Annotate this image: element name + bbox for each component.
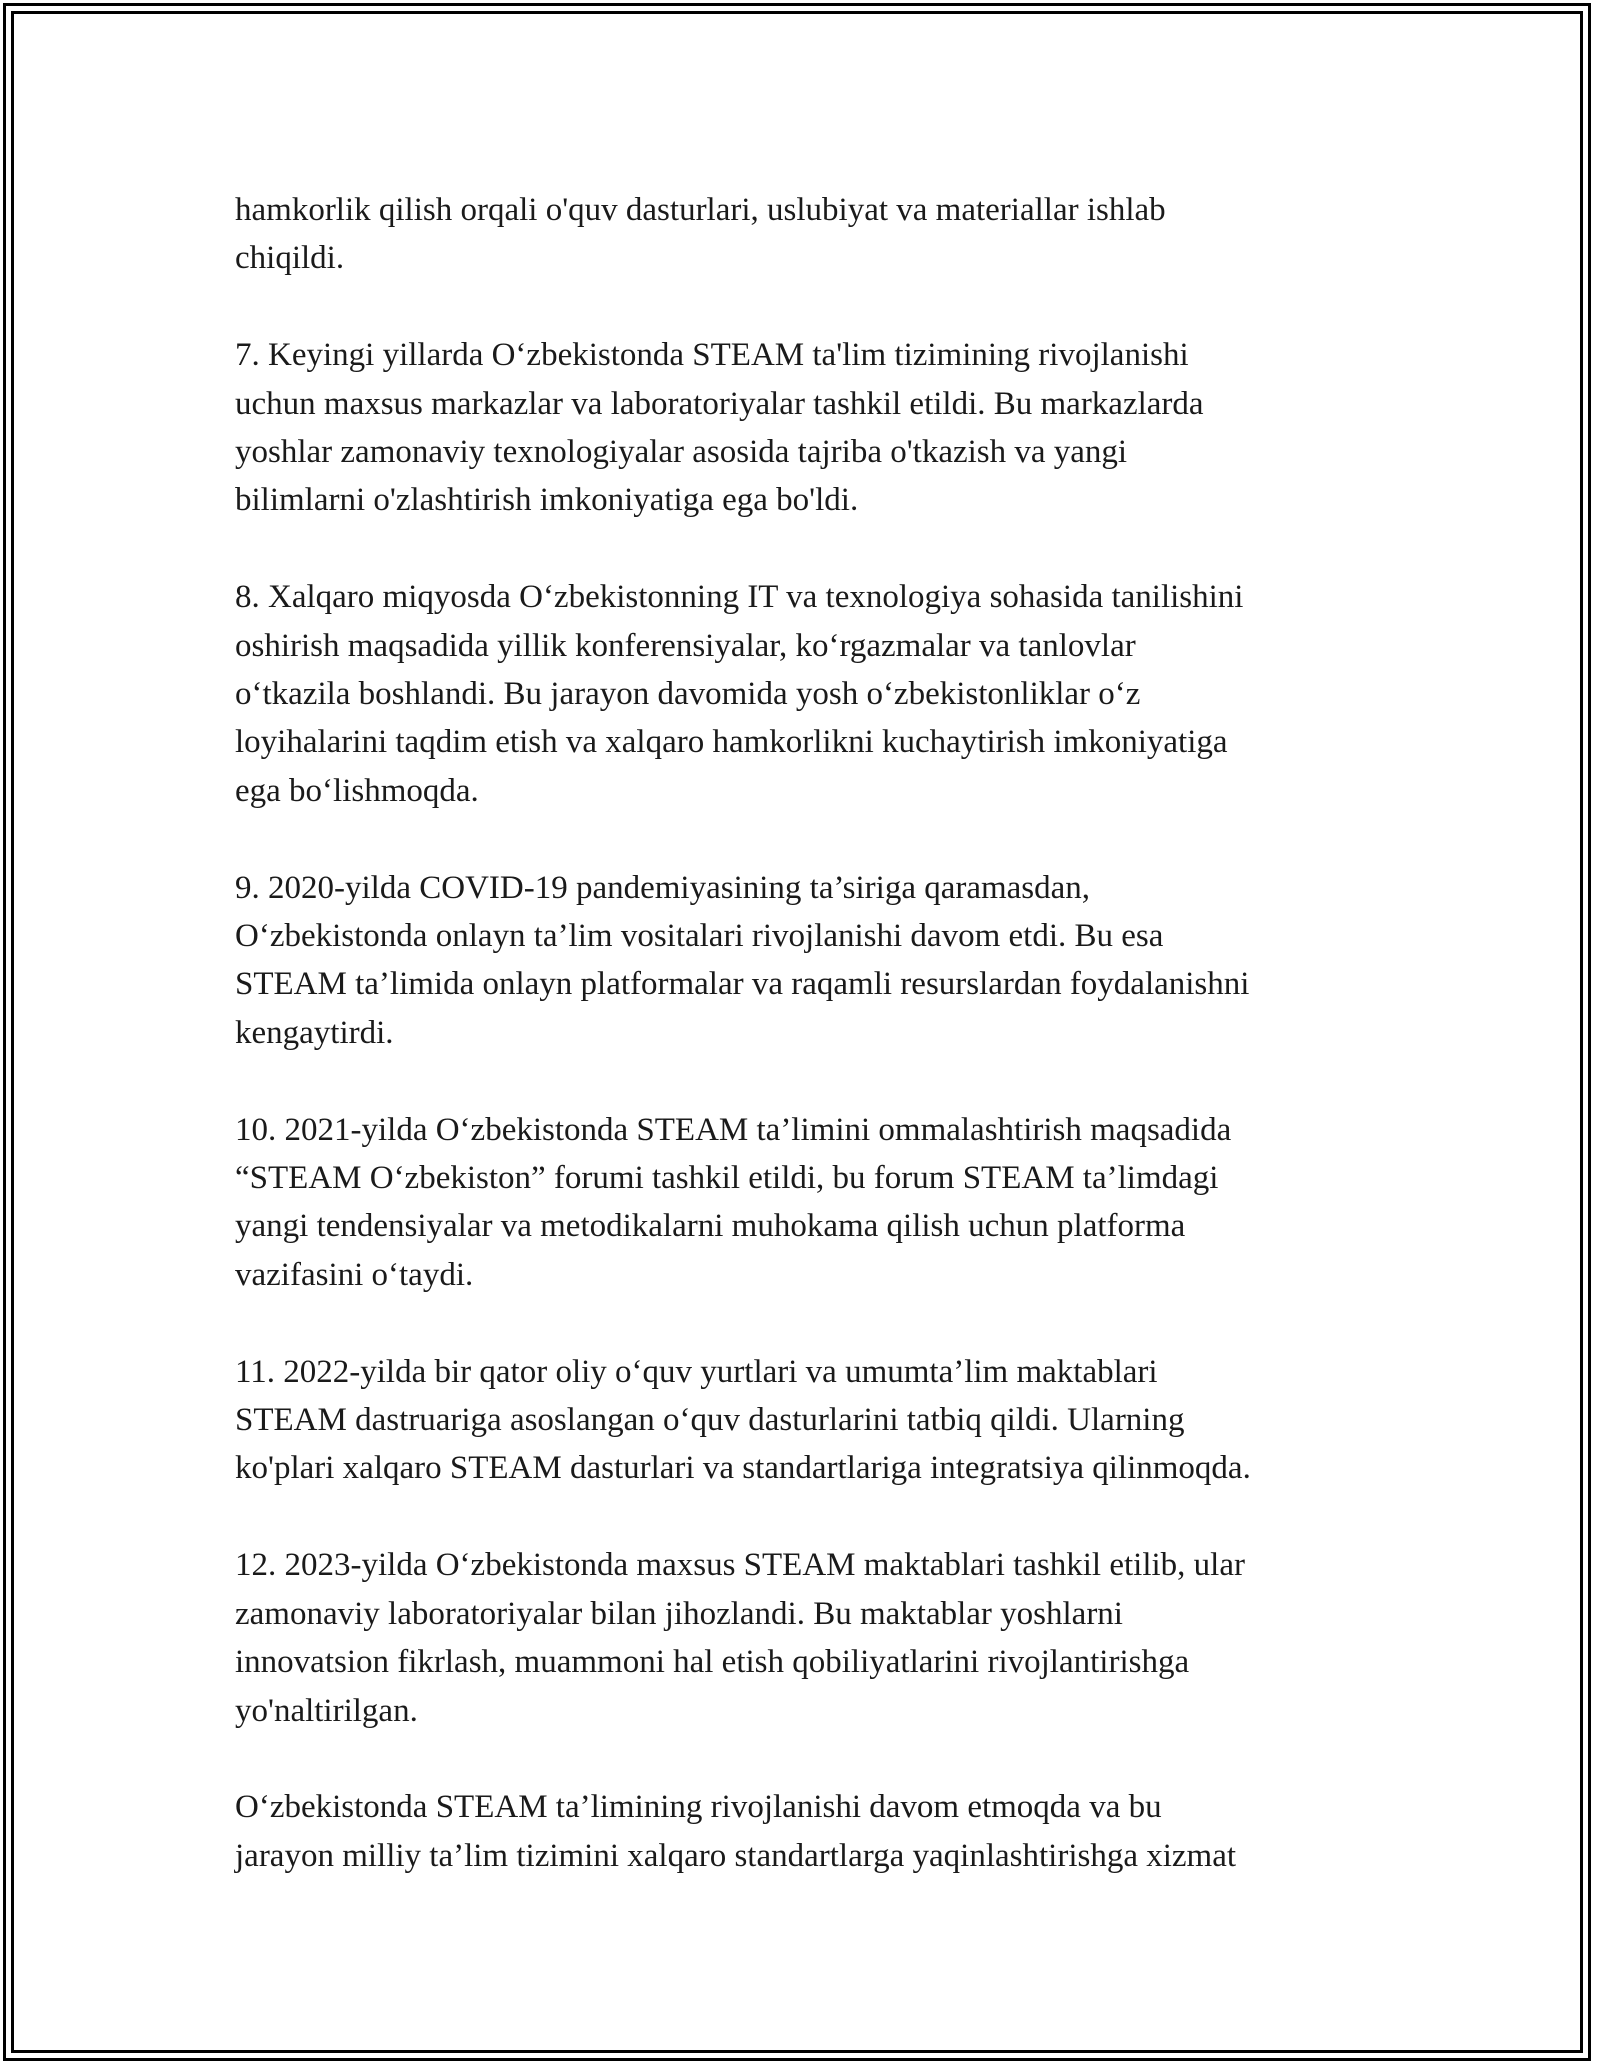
- paragraph-conclusion: O‘zbekistonda STEAM ta’limining rivojlanishi davom etmoqda va bu jarayon milliy ta’lim tizimini xalqaro standartlarga yaqinlashtirishga xizmat: [235, 1789, 1237, 1874]
- paragraph-item-11: 11. 2022-yilda bir qator oliy o‘quv yurtlari va umumta’lim maktablari STEAM dastruariga asoslangan o‘quv dasturlarini tatbiq qildi. Ularning ko'plari xalqaro STEAM dasturlari va standartlariga integratsiya qilinmoqda.: [235, 1353, 1251, 1487]
- document-body: [235, 186, 1375, 1880]
- paragraph-item-7: 7. Keyingi yillarda O‘zbekistonda STEAM ta'lim tizimining rivojlanishi uchun maxsus markazlar va laboratoriyalar tashkil etildi. Bu markazlarda yoshlar zamonaviy texnologiyalar asosida tajriba o'tkazish va yangi bilimlarni o'zlashtirish imkoniyatiga ega bo'ldi.: [235, 337, 1204, 519]
- paragraph-item-12: 12. 2023-yilda O‘zbekistonda maxsus STEAM maktablari tashkil etilib, ular zamonaviy laboratoriyalar bilan jihozlandi. Bu maktablar yoshlarni innovatsion fikrlash, muammoni hal etish qobiliyatlarini rivojlantirishga yo'naltirilgan.: [235, 1547, 1245, 1729]
- paragraph-continuation: hamkorlik qilish orqali o'quv dasturlari, uslubiyat va materiallar ishlab chiqildi.: [235, 192, 1166, 277]
- paragraph-item-8: 8. Xalqaro miqyosda O‘zbekistonning IT va texnologiya sohasida tanilishini oshirish maqsadida yillik konferensiyalar, ko‘rgazmalar va tanlovlar o‘tkazila boshlandi. Bu jarayon davomida yosh o‘zbekistonliklar o‘z loyihalarini taqdim etish va xalqaro hamkorlikni kuchaytirish imkoniyatiga ega bo‘lishmoqda.: [235, 579, 1244, 809]
- paragraph-item-9: 9. 2020-yilda COVID-19 pandemiyasining ta’siriga qaramasdan, O‘zbekistonda onlayn ta’lim vositalari rivojlanishi davom etdi. Bu esa STEAM ta’limida onlayn platformalar va raqamli resurslardan foydalanishni kengaytirdi.: [235, 869, 1250, 1051]
- paragraph-item-10: 10. 2021-yilda O‘zbekistonda STEAM ta’limini ommalashtirish maqsadida “STEAM O‘zbekiston” forumi tashkil etildi, bu forum STEAM ta’limdagi yangi tendensiyalar va metodikalarni muhokama qilish uchun platforma vazifasini o‘taydi.: [235, 1111, 1232, 1293]
